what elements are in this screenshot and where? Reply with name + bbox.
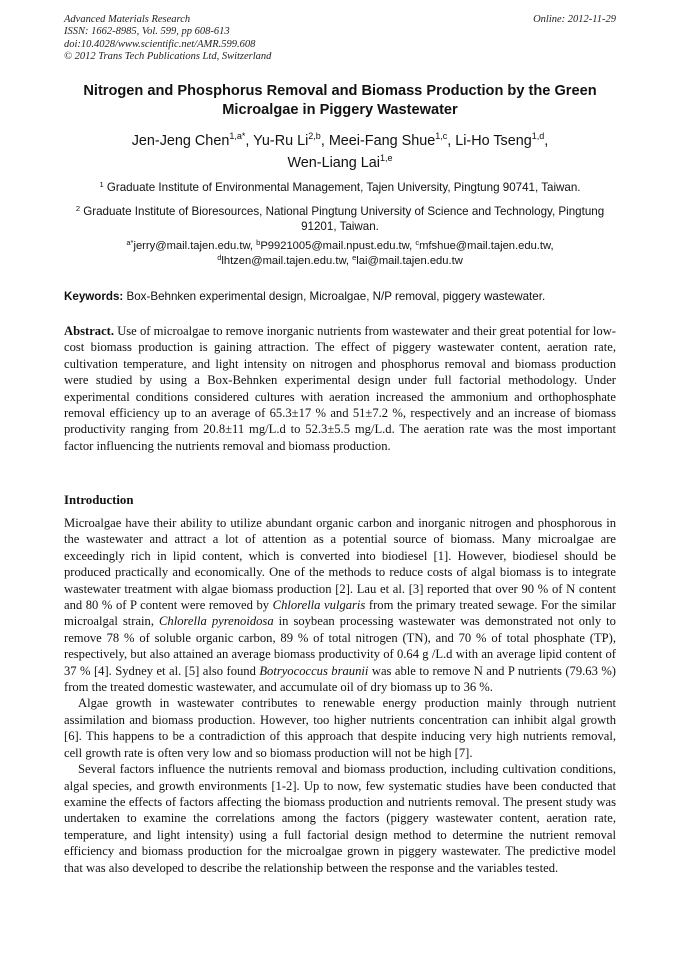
journal-copyright: © 2012 Trans Tech Publications Ltd, Switzerland [64,51,272,63]
keywords-text: Box-Behnken experimental design, Microalgae, N/P removal, piggery wastewater. [123,290,546,303]
email-link[interactable]: $^c$mfshue@mail.tajen.edu.tw [415,238,551,252]
email-link[interactable]: $^{a*}$jerry@mail.tajen.edu.tw [126,238,250,252]
abstract [64,323,616,454]
section-heading-introduction: Introduction [64,493,134,507]
online-date: Online: 2012-11-29 [533,14,616,25]
author-emails: $^{a*}$jerry@mail.tajen.edu.tw, $^b$P9921005@mail.npust.edu.tw, $^c$mfshue@mail.tajen.edu.tw, $^d$lhtzen@mail.tajen.edu.tw, $^e$lai@mail.tajen.edu.tw [126,238,554,267]
abstract-label: Abstract. [64,324,115,338]
keywords-label: Keywords: [64,290,124,303]
author: Yu-Ru Li$^{2,b}$ [253,131,321,149]
author: Jen-Jeng Chen$^{1,a*}$ [131,131,246,149]
intro-paragraph-2: Algae growth in wastewater contributes to renewable energy production mainly through nutrient assimilation and biomass production. However, too higher nutrients concentration can inhibit algal growth [6]. This happens to be a contradiction of this approach that despite inducing very high nutrients removal, cell growth rate is often very low and so biomass production will not be high [7]. [64,696,616,760]
paper-title: Nitrogen and Phosphorus Removal and Biomass Production by the Green Microalgae in Piggery Wastewater [83,83,597,118]
affiliation-2: $^2$ Graduate Institute of Bioresources, National Pingtung University of Science and Technology, Pingtung 91201, Taiwan. [75,204,605,233]
author: Meei-Fang Shue$^{1,c}$ [328,131,448,149]
affiliation-1: $^1$ Graduate Institute of Environmental Management, Tajen University, Pingtung 90741, Taiwan. [99,180,581,194]
email-link[interactable]: $^d$lhtzen@mail.tajen.edu.tw [217,252,346,267]
intro-paragraph-3: Several factors influence the nutrients removal and biomass production, including cultivation conditions, algal species, and growth environments [1-2]. Up to now, few systematic studies have been conducted that examine the effects of factors affecting the biomass production and nutrients removal. The present study was undertaken to examine the correlations among the factors (piggery wastewater content, aeration rate, temperature, and light intensity) using a full factorial design method to determine the nutrient removal efficiency and biomass production for the microalgae grown in piggery wastewater. The predictive model that was also developed to describe the relationship between the response and the variables tested. [64,762,616,875]
abstract-text: Use of microalgae to remove inorganic nutrients from wastewater and their great potential for low-cost biomass production is gaining attraction. The effect of piggery wastewater content, aeration rate, cultivation temperature, and light intensity on nitrogen and phosphorus removal and biomass production were studied by using a Box-Behnken experimental design under full factorial methodology. Under experimental conditions considered cultures with aeration increased the ammonium and orthophosphate removal efficiency up to an average of 65.3±17 % and 51±7.2 %, respectively and an increase of biomass productivity ranging from 20.8±11 mg/L.d to 52.3±5.5 mg/L.d. The aeration rate was the most important factor influencing the nutrients removal and biomass production. [64,324,616,453]
email-link[interactable]: $^e$lai@mail.tajen.edu.tw [352,252,463,267]
journal-issn: ISSN: 1662-8985, Vol. 599, pp 608-613 [64,26,230,38]
email-link[interactable]: $^b$P9921005@mail.npust.edu.tw [256,238,410,252]
journal-name: Advanced Materials Research [64,14,191,25]
introduction-body [64,515,616,876]
journal-doi[interactable]: doi:10.4028/www.scientific.net/AMR.599.608 [64,38,256,50]
author: Wen-Liang Lai$^{1,e}$ [287,153,393,171]
author: Li-Ho Tseng$^{1,d}$ [455,131,545,149]
author-list: Jen-Jeng Chen$^{1,a*}$, Yu-Ru Li$^{2,b}$, Meei-Fang Shue$^{1,c}$, Li-Ho Tseng$^{1,d}$, Wen-Liang Lai$^{1,e}$ [131,131,549,171]
keywords [64,290,616,304]
intro-paragraph-1: Microalgae have their ability to utilize abundant organic carbon and inorganic nitrogen and phosphorous in the wastewater and attract a lot of attention as a potential source of biomass. Many microalgae are exceedingly rich in lipid content, which is converted into biodiesel [1]. However, biodiesel should be produced practically and economically. One of the methods to reduce costs of algal biomass is to integrate wastewater treatment with algae biomass production [2]. Lau et al. [3] reported that over 90 % of N content and 80 % of P content were removed by Chlorella vulgaris from the primary treated sewage. For the similar microalgal strain, Chlorella pyrenoidosa in soybean processing wastewater was demonstrated not only to remove 78 % of soluble organic carbon, 89 % of total nitrogen (TN), and 70 % of total phosphate (TP), respectively, but also attained an average biomass productivity of 0.64 g /L.d with an average lipid content of 37 % [4]. Sydney et al. [5] also found Botryococcus braunii was able to remove N and P nutrients (79.63 %) from the treated domestic wastewater, and accumulate oil of dry biomass up to 36 %. [64,516,617,695]
journal-header [64,14,616,64]
